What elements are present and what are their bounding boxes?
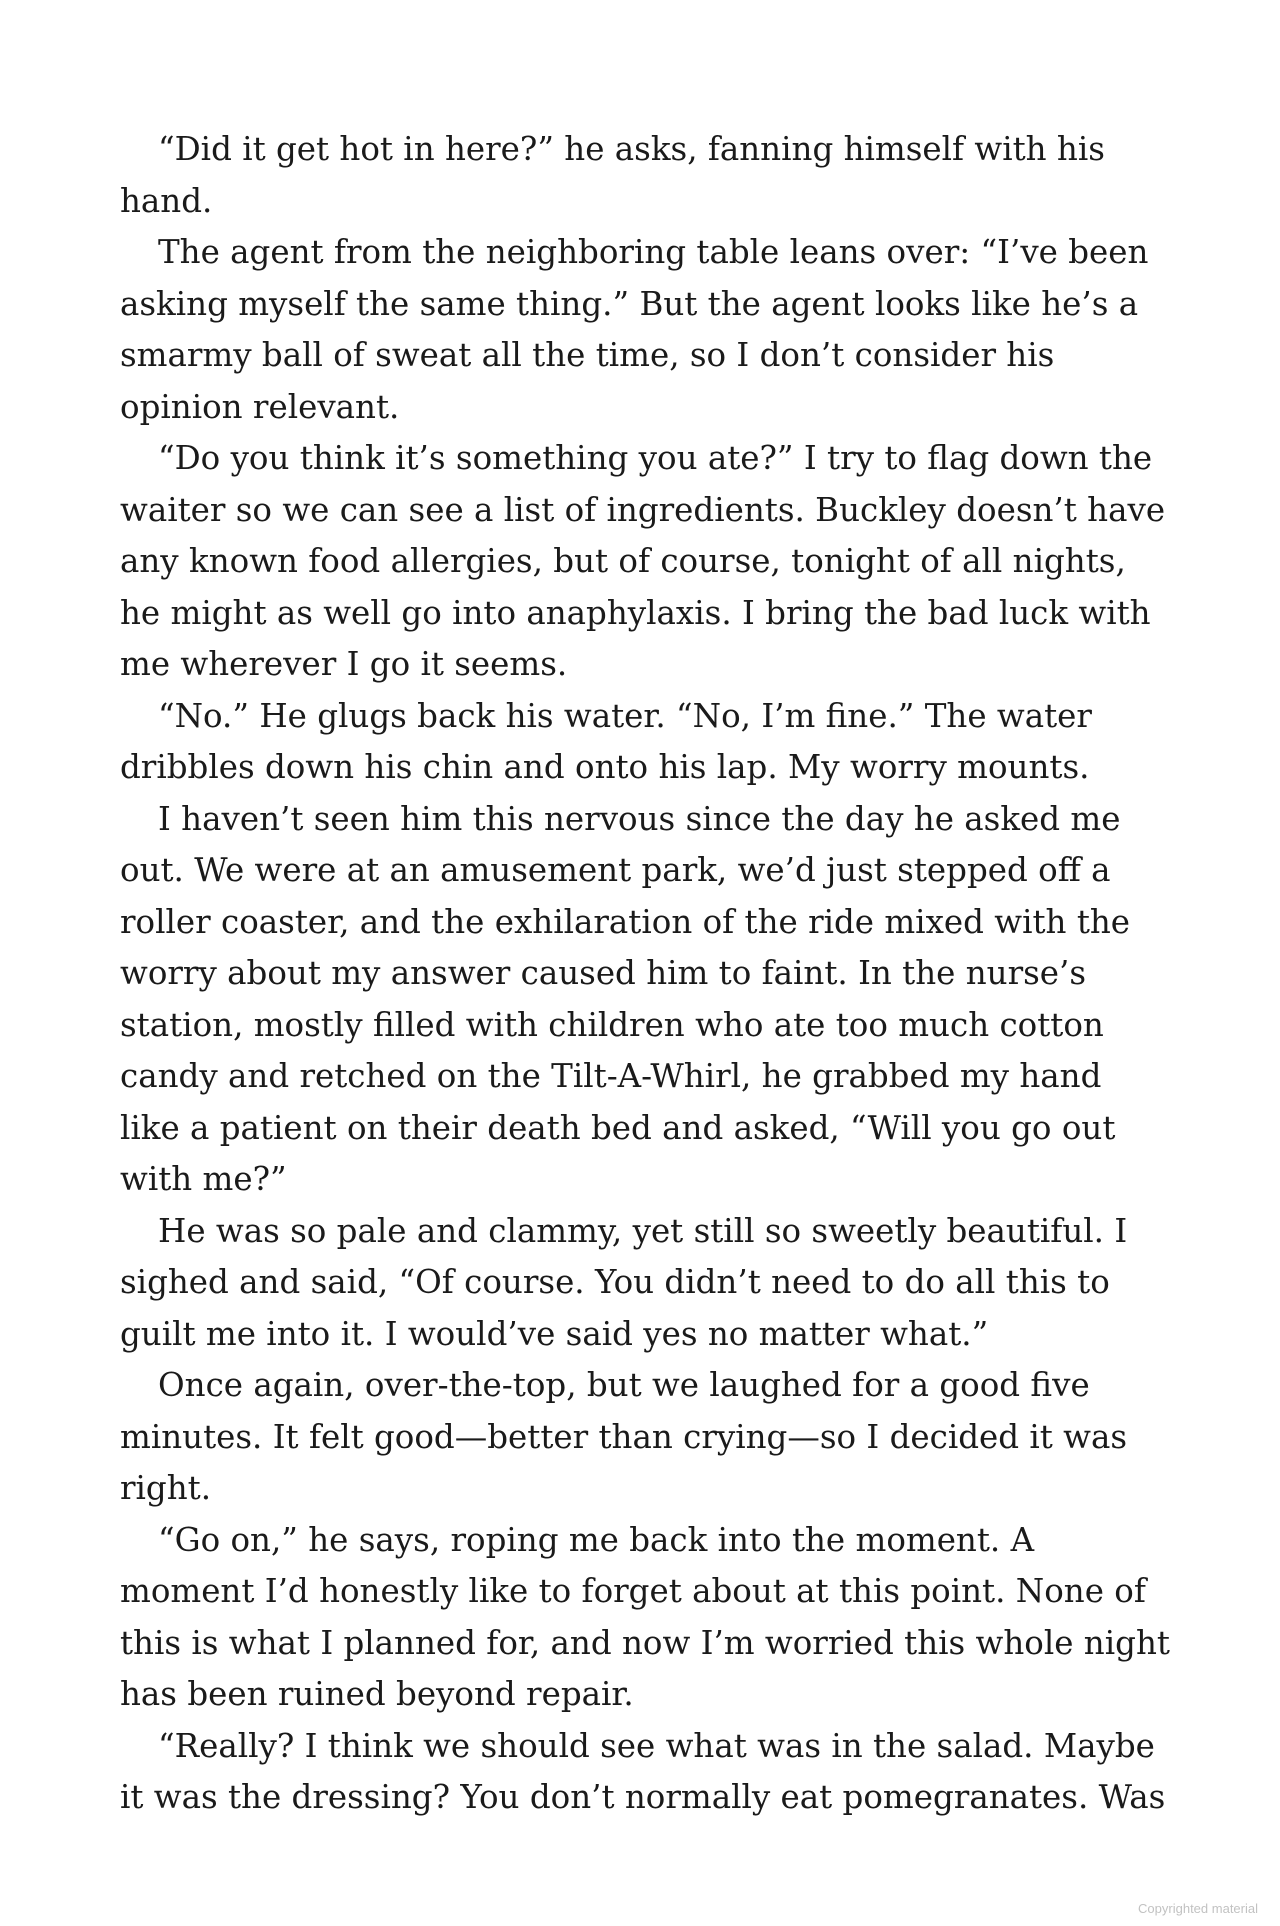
paragraph: The agent from the neighboring table leans over: “I’ve been asking myself the same thing.” But the agent looks like he’s a smarmy ball of sweat all the time, so I don’t consider his opinion relevant. bbox=[120, 233, 1149, 426]
paragraph: “No.” He glugs back his water. “No, I’m fine.” The water dribbles down his chin and onto his lap. My worry mounts. bbox=[120, 696, 1092, 786]
paragraph: “Do you think it’s something you ate?” I try to flag down the waiter so we can see a list of ingredients. Buckley doesn’t have any known food allergies, but of course, tonight of all nights, he might as well go into anaphylaxis. I bring the bad luck with me wherever I go it seems. bbox=[120, 439, 1166, 683]
paragraph: “Go on,” he says, roping me back into the moment. A moment I’d honestly like to forget about at this point. None of this is what I planned for, and now I’m worried this whole night has been ruined beyond repair. bbox=[120, 1520, 1170, 1713]
paragraph: He was so pale and clammy, yet still so sweetly beautiful. I sighed and said, “Of course. You didn’t need to do all this to guilt me into it. I would’ve said yes no matter what.” bbox=[120, 1211, 1128, 1353]
paragraph: Once again, over-the-top, but we laughed for a good five minutes. It felt good—better than crying—so I decided it was right. bbox=[120, 1366, 1128, 1507]
body-text bbox=[120, 124, 1170, 1824]
paragraph: “Did it get hot in here?” he asks, fanning himself with his hand. bbox=[120, 130, 1105, 220]
paragraph: “Really? I think we should see what was in the salad. Maybe it was the dressing? You don’t normally eat pomegranates. Was bbox=[120, 1726, 1166, 1816]
copyright-watermark: Copyrighted material bbox=[1138, 1901, 1258, 1916]
paragraph: I haven’t seen him this nervous since the day he asked me out. We were at an amusement park, we’d just stepped off a roller coaster, and the exhilaration of the ride mixed with the worry about my answer caused him to faint. In the nurse’s station, mostly filled with children who ate too much cotton candy and retched on the Tilt-A-Whirl, he grabbed my hand like a patient on their death bed and asked, “Will you go out with me?” bbox=[120, 799, 1131, 1198]
